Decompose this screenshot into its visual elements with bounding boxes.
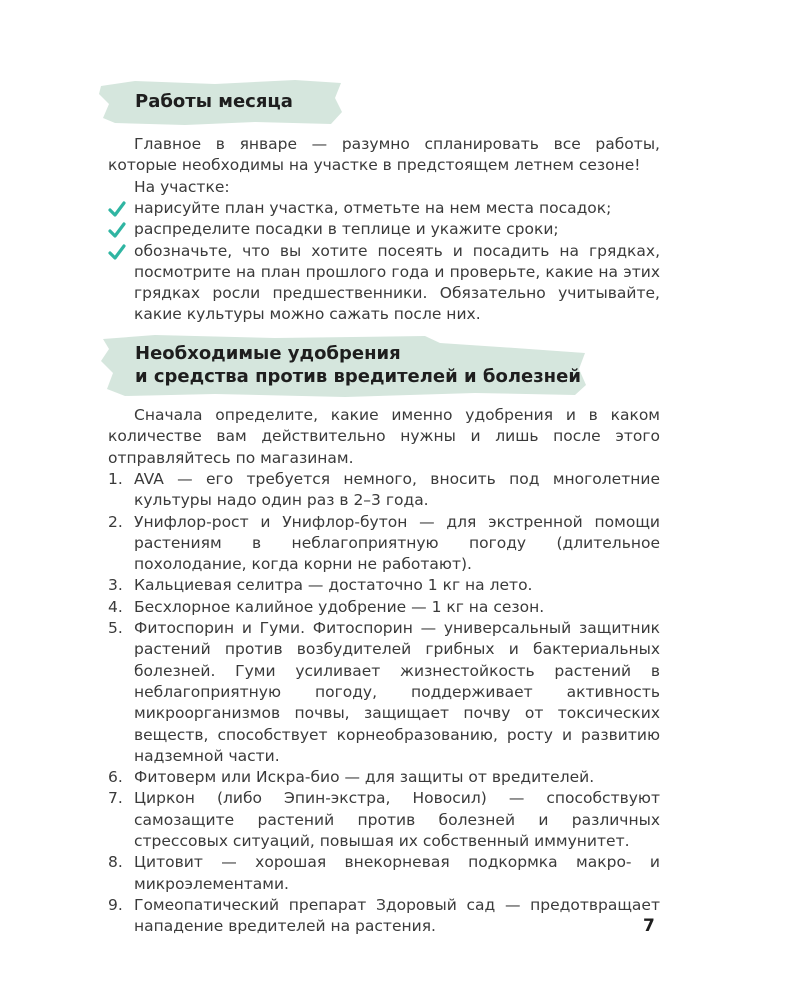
list-number: 1. [108,470,123,488]
list-text: Цитовит — хорошая внекорневая подкормка макро- и микроэлементами. [134,853,660,893]
checkmark-icon [108,244,126,260]
section-heading-line-2: и средства против вредителей и болезней [135,366,581,387]
checklist-item [108,241,660,326]
list-item [108,469,660,512]
checkmark-icon [108,222,126,238]
list-item [108,618,660,767]
list-item [108,597,660,618]
numbered-list [108,469,660,938]
list-item [108,895,660,938]
checklist-text: нарисуйте план участка, отметьте на нем места посадок; [134,199,612,217]
list-text: Гомеопатический препарат Здоровый сад — предотвращает нападение вредителей на растения. [134,895,660,936]
list-text: AVA — его требуется немного, вносить под многолетние культуры надо один раз в 2–3 года. [134,470,660,510]
checklist-item [108,219,660,240]
list-text: Циркон (либо Эпин-экстра, Новосил) — способствуют самозащите растений против болезней и различных стрессовых ситуаций, повышая их собственный иммунитет. [134,789,660,851]
list-number: 7. [108,789,123,808]
list-item [108,512,660,576]
checklist-item [108,198,660,219]
list-text: Бесхлорное калийное удобрение — 1 кг на сезон. [134,597,545,616]
paragraph-intro: Сначала определите, какие именно удобрения и в каком количестве вам действительно нужны и лишь после этого отправляйтесь по магазинам. [108,406,660,467]
page-number: 7 [643,916,655,936]
checkmark-icon [108,201,126,217]
list-text: Унифлор-рост и Унифлор-бутон — для экстренной помощи растениям в неблагоприятную погоду (длительное похолодание, когда корни не работают). [134,512,660,574]
checklist-text: обозначьте, что вы хотите посеять и посадить на грядках, посмотрите на план прошлого года и проверьте, какие на этих грядках росли предшественники. Обязательно учитывайте, какие культуры можно сажать после них. [134,241,660,324]
list-number: 8. [108,853,123,872]
section-heading: Работы месяца [135,91,293,112]
list-text: Фитоспорин и Гуми. Фитоспорин — универсальный защитник растений против возбудителей грибных и бактериальных болезней. Гуми усиливает жизнестойкость растений в неблагоприятную погоду, поддерживает активность микроорганизмов почвы, защищает почву от токсических веществ, способствует корнеобразованию, росту и развитию надземной части. [134,619,660,765]
list-number: 2. [108,512,123,531]
list-number: 3. [108,576,123,595]
list-text: Фитоверм или Искра-био — для защиты от вредителей. [134,768,595,787]
list-number: 4. [108,597,123,616]
list-item [108,852,660,895]
list-item [108,575,660,596]
paragraph-subheading: На участке: [134,178,230,196]
list-number: 6. [108,768,123,787]
list-number: 5. [108,619,123,638]
checklist-text: распределите посадки в теплице и укажите сроки; [134,220,559,239]
section-heading-banner [95,333,590,400]
section-heading-banner [95,78,345,128]
list-item [108,767,660,788]
list-item [108,788,660,852]
checklist [108,198,660,326]
paragraph-intro: Главное в январе — разумно спланировать все работы, которые необходимы на участке в предстоящем летнем сезоне! [108,135,660,175]
section-heading-line-1: Необходимые удобрения [135,343,401,364]
list-number: 9. [108,895,123,914]
list-text: Кальциевая селитра — достаточно 1 кг на лето. [134,576,533,595]
